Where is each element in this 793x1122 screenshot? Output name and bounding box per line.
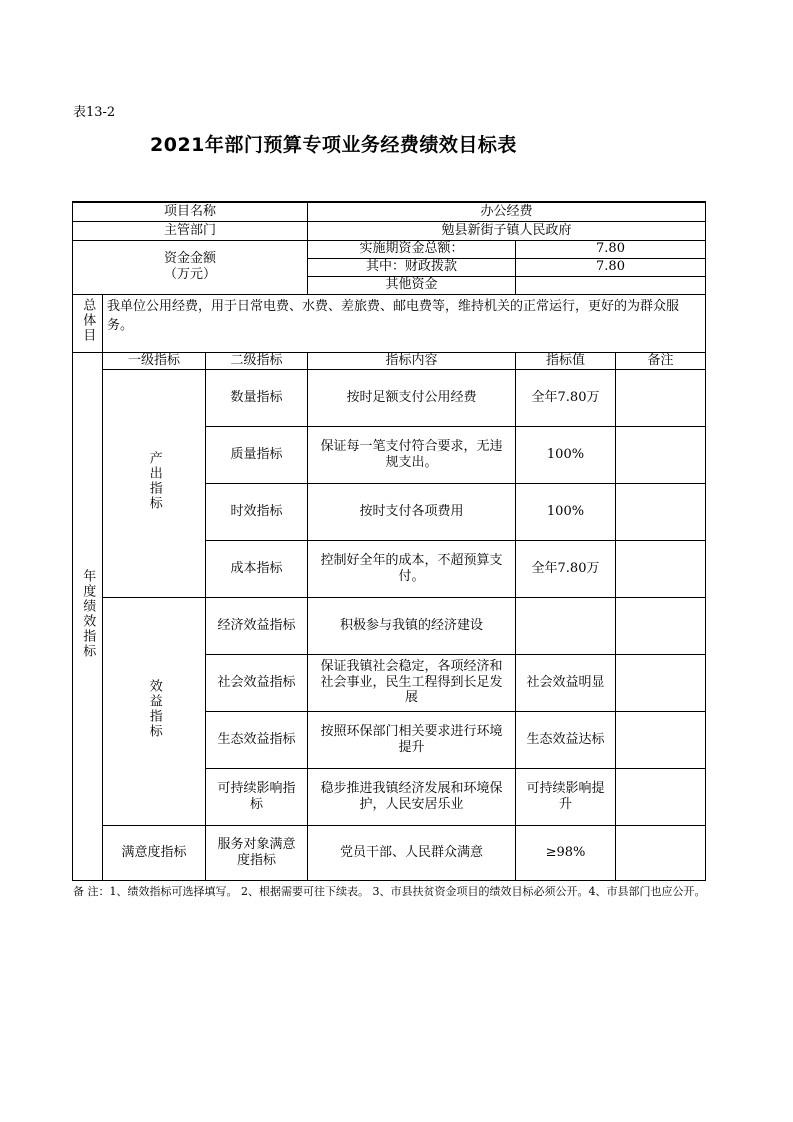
- level2-indicator: 数量指标: [206, 369, 308, 426]
- table-row: [73, 369, 706, 426]
- indicator-remark: [616, 654, 706, 711]
- level2-indicator: [206, 768, 308, 825]
- indicator-remark: [616, 711, 706, 768]
- indicator-remark: [616, 825, 706, 880]
- indicator-remark: [616, 768, 706, 825]
- funds-label-line2: （万元）: [163, 267, 216, 282]
- indicator-content: [308, 825, 516, 880]
- page-title: 2021年部门预算专项业务经费绩效目标表: [150, 134, 517, 156]
- indicator-remark: [616, 540, 706, 597]
- indicator-content-text: 保证我镇社会稳定，各项经济和社会事业，民生工程得到长足发展: [320, 659, 503, 706]
- indicator-content: [308, 768, 516, 825]
- indicator-remark: [616, 426, 706, 483]
- performance-target-table: [72, 201, 706, 881]
- department-value: 勉县新街子镇人民政府: [308, 221, 706, 240]
- level2-indicator: 时效指标: [206, 483, 308, 540]
- level2-indicator-text: 生态效益指标: [217, 731, 296, 747]
- footnotes: 备 注：1、绩效指标可选择填写。 2、根据需要可往下续表。 3、市县扶贫资金项目的绩效目标必须公开。4、市县部门也应公开。: [73, 885, 706, 898]
- project-name-value: 办公经费: [308, 202, 706, 221]
- level2-indicator: [206, 825, 308, 880]
- level2-indicator-text: 社会效益指标: [217, 674, 296, 690]
- total-funds-value: 7.80: [516, 240, 706, 258]
- annual-indicator-label-text: 年度绩效指标: [80, 568, 96, 659]
- summary-text: 我单位公用经费，用于日常电费、水费、差旅费、邮电费等，维持机关的正常运行，更好的为群众服务。: [103, 294, 706, 352]
- indicator-content: [308, 597, 516, 654]
- row-project-name: [73, 202, 706, 221]
- table-row: [73, 597, 706, 654]
- department-label: 主管部门: [73, 221, 308, 240]
- column-header-remark: 备注: [616, 352, 706, 369]
- indicator-content: [308, 426, 516, 483]
- indicator-content: [308, 711, 516, 768]
- indicator-content-text: 保证每一笔支付符合要求，无违规支出。: [320, 438, 503, 470]
- level2-indicator: 成本指标: [206, 540, 308, 597]
- column-header-level1: 一级指标: [103, 352, 206, 369]
- summary-label: [73, 294, 103, 352]
- fiscal-funds-value: 7.80: [516, 258, 706, 276]
- indicator-content-text: 按时支付各项费用: [359, 503, 464, 519]
- indicator-value: 全年7.80万: [516, 369, 616, 426]
- column-header-content: 指标内容: [308, 352, 516, 369]
- table-row: [73, 825, 706, 880]
- row-funds-total: [73, 240, 706, 258]
- indicator-value: 生态效益达标: [516, 711, 616, 768]
- output-indicator-group-text: 产出指标: [146, 450, 162, 511]
- indicator-remark: [616, 369, 706, 426]
- benefit-indicator-group: [103, 597, 206, 825]
- level2-indicator-text: 可持续影响指标: [217, 780, 296, 812]
- indicator-value: 100%: [516, 426, 616, 483]
- total-funds-label: 实施期资金总额：: [308, 240, 516, 258]
- indicator-content-text: 控制好全年的成本，不超预算支付。: [320, 552, 503, 584]
- table-number-label: 表13-2: [73, 105, 116, 120]
- indicator-content: [308, 369, 516, 426]
- level2-indicator-text: 服务对象满意度指标: [217, 836, 296, 868]
- project-name-label: 项目名称: [73, 202, 308, 221]
- indicator-remark: [616, 597, 706, 654]
- indicator-value: [516, 768, 616, 825]
- annual-indicator-label: [73, 352, 103, 880]
- indicator-content-text: 按照环保部门相关要求进行环境提升: [320, 723, 503, 755]
- indicator-value-text: 可持续影响提升: [526, 780, 605, 812]
- level2-indicator: 质量指标: [206, 426, 308, 483]
- satisfaction-indicator-group: 满意度指标: [103, 825, 206, 880]
- level2-indicator-text: 经济效益指标: [217, 617, 296, 633]
- indicator-content-text: 积极参与我镇的经济建设: [339, 617, 483, 633]
- level2-indicator: [206, 711, 308, 768]
- indicator-value: [516, 597, 616, 654]
- indicator-content: [308, 654, 516, 711]
- indicator-content-text: 党员干部、人民群众满意: [339, 844, 483, 860]
- indicator-content-text: 按时足额支付公用经费: [346, 389, 477, 405]
- indicator-content-text: 稳步推进我镇经济发展和环境保护，人民安居乐业: [320, 780, 503, 812]
- row-column-headers: [73, 352, 706, 369]
- indicator-remark: [616, 483, 706, 540]
- column-header-value: 指标值: [516, 352, 616, 369]
- funds-label: [73, 240, 308, 294]
- benefit-indicator-group-text: 效益指标: [146, 678, 162, 739]
- summary-label-text: 总体目: [80, 298, 96, 344]
- indicator-content: [308, 540, 516, 597]
- indicator-value: 社会效益明显: [516, 654, 616, 711]
- other-funds-label: 其他资金: [308, 276, 516, 294]
- indicator-content: [308, 483, 516, 540]
- level2-indicator: [206, 597, 308, 654]
- row-summary: [73, 294, 706, 352]
- level2-indicator: [206, 654, 308, 711]
- indicator-value: 100%: [516, 483, 616, 540]
- funds-label-line1: 资金金额: [163, 251, 216, 267]
- fiscal-funds-label: 其中：财政拨款: [308, 258, 516, 276]
- other-funds-value: [516, 276, 706, 294]
- row-department: [73, 221, 706, 240]
- indicator-value: 全年7.80万: [516, 540, 616, 597]
- column-header-level2: 二级指标: [206, 352, 308, 369]
- indicator-value: ≥98%: [516, 825, 616, 880]
- output-indicator-group: [103, 369, 206, 597]
